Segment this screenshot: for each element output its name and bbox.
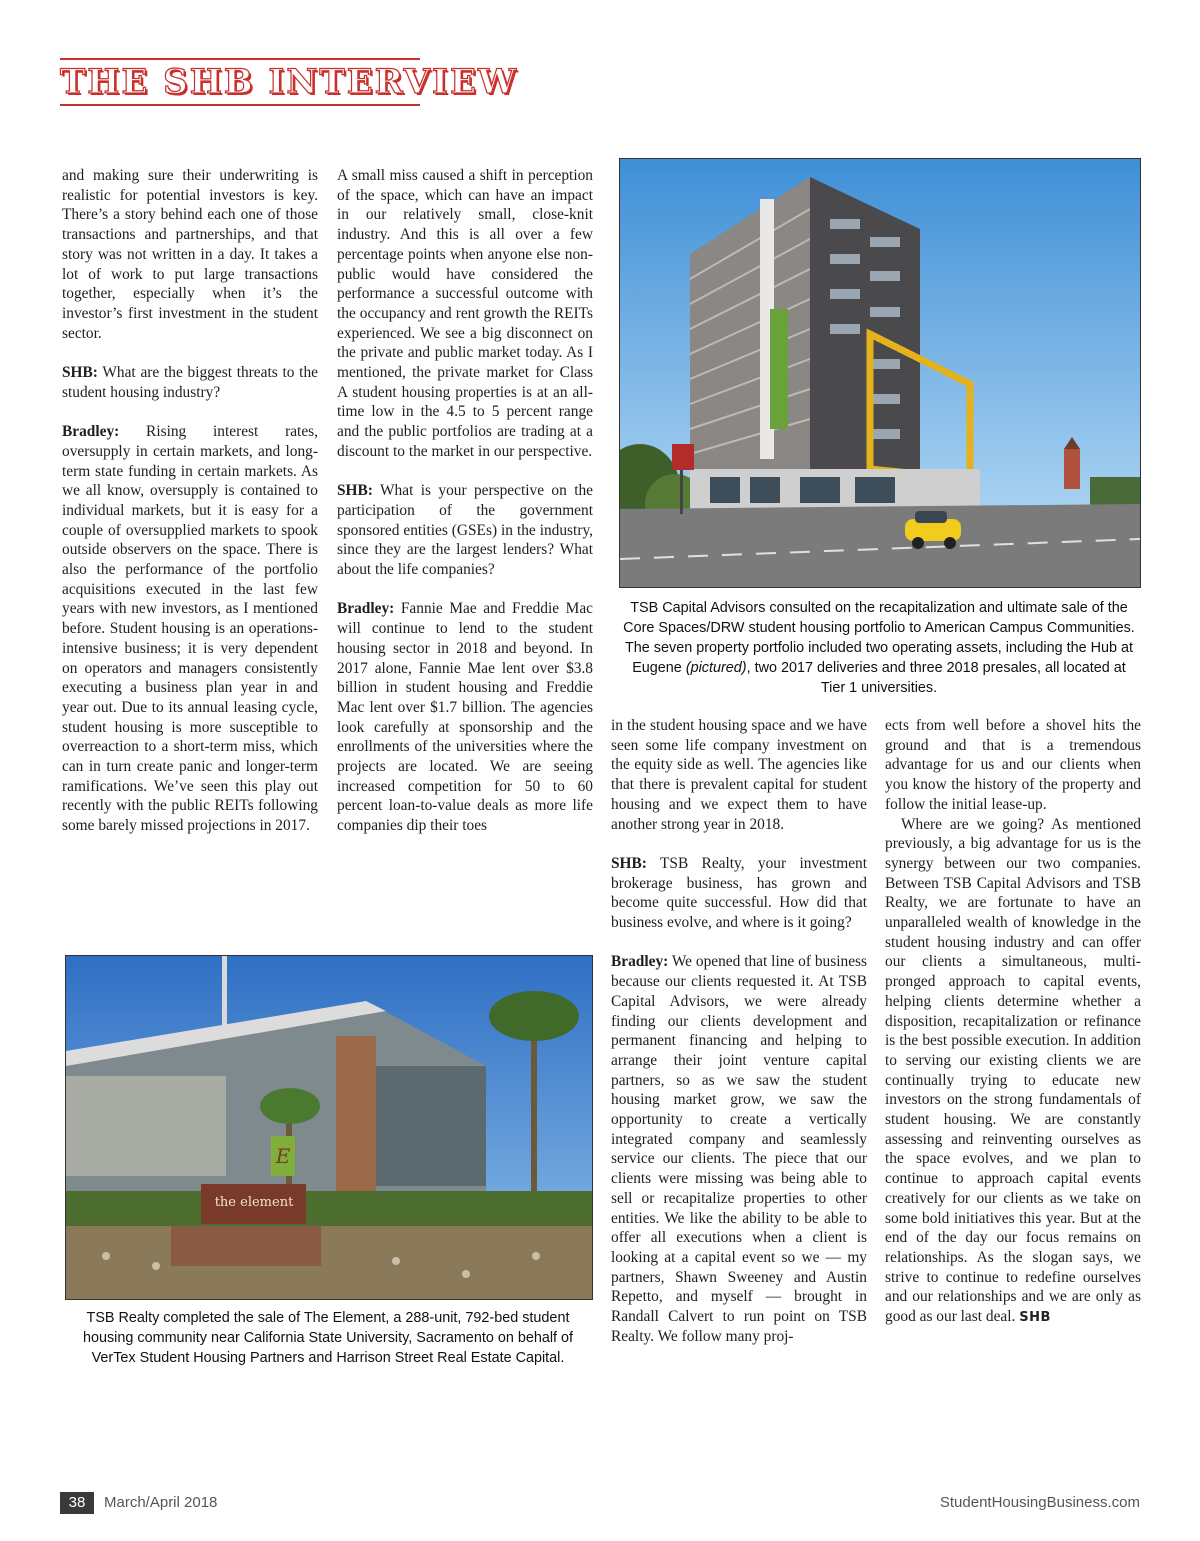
question: SHB: What is your perspective on the participation of the government sponsored entities (GSEs) in the industry, since they are the largest lenders? What about the life companies? [337,482,593,579]
building-illustration [620,159,1140,587]
answer: Bradley: Rising interest rates, oversupply in certain markets, and long-term state funding in certain markets. As we all know, oversupply is contained to individual markets, but it is easy for a couple of oversupplied markets to spook outside observers on the space. There is also the performance of the portfolio acquisitions executed in the last few years with new investors, as I mentioned before. Student housing is an operations-intensive business; it is very dependent on operators and managers consistently executing a business plan year in and year out. Due to its annual leasing cycle, student housing is more susceptible to overreaction to a short-term miss, which can in turn create panic and longer-term ramifications. We’ve seen this play out recently with the public REITs following some barely missed projections in 2017. [62,423,318,835]
speaker-label: Bradley: [337,600,395,618]
speaker-label: SHB: [62,364,98,382]
issue-date: March/April 2018 [104,1494,218,1511]
article-column-1 [62,166,318,836]
sign-text: the element [214,1195,294,1210]
speaker-label: SHB: [337,482,373,500]
shb-end-mark: SHB [1019,1310,1051,1326]
header-rule-bottom [60,104,420,106]
header-rule-top [60,58,420,60]
element-community-illustration [66,956,592,1299]
answer: Bradley: Fannie Mae and Freddie Mac will continue to lend to the student housing sector in 2018 and beyond. In 2017 alone, Fannie Mae lent over $3.8 billion in student housing and Freddie Mac lent over $1.7 billion. The agencies look carefully at sponsorship and the enrollments of the universities where the projects are located. We are seeing increased competition for 50 to 60 percent loan-to-value deals as more life companies dip their toes [337,600,593,835]
speaker-label: SHB: [611,854,647,872]
paragraph: and making sure their underwriting is realistic for potential investors is key. There’s a story behind each one of those transactions and partnerships, and that story was not written in a day. It takes a lot of work to put large transactions together, especially when it’s the investor’s first investment in the student sector. [62,167,318,342]
photo-hub-at-eugene [619,158,1141,588]
question: SHB: What are the biggest threats to the student housing industry? [62,364,318,401]
answer: Bradley: We opened that line of business because our clients requested it. At TSB Capital Advisors, we were already finding our clients development and permanent financing and helping to arrange their joint venture capital partners, so as we saw the student housing market grow, we saw the opportunity to create a vertically integrated company and seamlessly service our clients. The piece that our clients were missing was being able to sell or recapitalize properties to other entities. We like the ability to be able to offer all executions when a client is looking at a capital event so we — my partners, Shawn Sweeney and Austin Repetto, and myself — brought in Randall Calvert to run point on TSB Realty. We follow many proj- [611,953,867,1345]
article-column-2 [337,166,593,836]
sign-letter: E [275,1144,291,1168]
speaker-label: Bradley: [611,953,669,971]
caption-top-photo: TSB Capital Advisors consulted on the recapitalization and ultimate sale of the Core Spaces/DRW student housing portfolio to American Campus Communities. The seven property portfolio included two operating assets, including the Hub at Eugene (pictured), two 2017 deliveries and three 2018 presales, all located at Tier 1 universities. [623,600,1135,696]
paragraph: in the student housing space and we have seen some life company investment on the equity side as well. The agencies like that there is prevalent capital for student housing and we expect them to have another strong year in 2018. [611,717,867,833]
section-title: THE SHB INTERVIEW [60,62,519,102]
page-number: 38 [60,1492,94,1514]
paragraph: A small miss caused a shift in perception of the space, which can have an impact in our relatively small, close-knit industry. And this is all over a few percentage points when anyone else non-public would have considered the performance a successful outcome with the occupancy and rent growth the REITs experienced. We see a big disconnect on the private and public market today. As I mentioned, the private market for Class A student housing properties is at an all-time low in the 4.5 to 5 percent range and the public portfolios are trading at a discount to the market in our perspective. [337,167,593,460]
question: SHB: TSB Realty, your investment brokerage business, has grown and become quite successful. How did that business evolve, and where is it going? [611,854,867,932]
caption-bottom-photo: TSB Realty completed the sale of The Element, a 288-unit, 792-bed student housing community near California State University, Sacramento on behalf of VerTex Student Housing Partners and Harrison Street Real Estate Capital. [82,1310,574,1366]
paragraph: Where are we going? As mentioned previously, a big advantage for us is the synergy between our two companies. Between TSB Capital Advisors and TSB Realty, we are fortunate to have an unparalleled wealth of knowledge in the student housing industry and can offer our clients a simultaneous, multi-pronged approach to capital events, helping clients determine whether a disposition, recapitalization or refinance is the best possible execution. In addition to serving our existing clients we are continually trying to educate new investors on the strong fundamentals of student housing. We are constantly assessing and reinventing ourselves as the space evolves, and we plan to continue to approach capital events creatively for our clients as we take on some bold initiatives this year. But at the end of the day our focus remains on relationships. As the slogan says, we strive to continue to redefine ourselves and our relationships and we are only as good as our last deal. SHB [885,815,1141,1326]
photo-the-element [65,955,593,1300]
article-column-4 [885,716,1141,1328]
article-column-3 [611,716,867,1346]
speaker-label: Bradley: [62,423,120,441]
site-url: StudentHousingBusiness.com [939,1494,1140,1511]
paragraph: ects from well before a shovel hits the ground and that is a tremendous advantage for us and our clients when you know the history of the property and follow the initial lease-up. [885,717,1141,813]
